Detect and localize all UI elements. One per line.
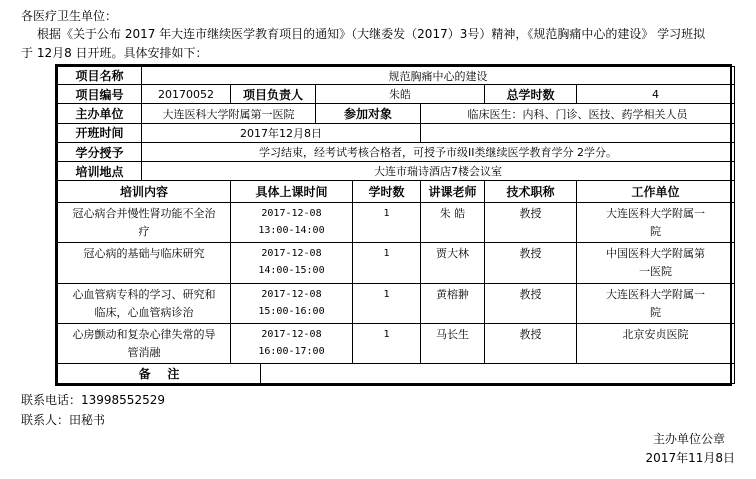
row-project-name	[58, 67, 735, 85]
course-hours: 1	[353, 283, 421, 324]
host-value: 大连医科大学附属第一医院	[142, 104, 316, 123]
project-table	[57, 66, 735, 384]
notice-paragraph-line1: 根据《关于公布 2017 年大连市继续医学教育项目的通知》（大继委发（2017）3号）精神，《规范胸痛中心的建设》 学习班拟	[37, 27, 706, 41]
remarks-row	[58, 363, 735, 383]
table-row	[58, 283, 735, 324]
course-content: 冠心病合并慢性肾功能不全治 疗	[58, 202, 231, 243]
credit-award-value: 学习结束，经考试考核合格者，可授予市级II类继续医学教育学分 2学分。	[142, 142, 735, 161]
course-title: 教授	[485, 202, 577, 243]
remarks-value	[261, 363, 735, 383]
course-teacher: 黄榕翀	[421, 283, 485, 324]
host-label: 主办单位	[58, 104, 142, 123]
leader-label: 项目负责人	[231, 85, 316, 104]
course-title: 教授	[485, 324, 577, 363]
row-credit-award	[58, 142, 735, 161]
course-time: 2017-12-08 16:00-17:00	[231, 324, 353, 363]
credits-value: 4	[577, 85, 735, 104]
header-time: 具体上课时间	[231, 181, 353, 202]
project-name-label: 项目名称	[58, 67, 142, 85]
course-content: 心血管病专科的学习、研究和 临床，心血管病诊治	[58, 283, 231, 324]
course-teacher: 马长生	[421, 324, 485, 363]
location-label: 培训地点	[58, 162, 142, 181]
table-row	[58, 243, 735, 284]
salutation: 各医疗卫生单位：	[21, 9, 118, 23]
course-unit: 大连医科大学附属一 院	[577, 283, 735, 324]
course-hours: 1	[353, 324, 421, 363]
course-time: 2017-12-08 15:00-16:00	[231, 283, 353, 324]
header-content: 培训内容	[58, 181, 231, 202]
location-value: 大连市瑞诗酒店7楼会议室	[142, 162, 735, 181]
notice-paragraph-line2: 于 12月8 日开班。具体安排如下：	[21, 46, 208, 60]
course-title: 教授	[485, 283, 577, 324]
course-time: 2017-12-08 14:00-15:00	[231, 243, 353, 284]
organizer-seal-label: 主办单位公章	[652, 432, 725, 446]
schedule-table-frame	[55, 64, 732, 386]
course-teacher: 贾大林	[421, 243, 485, 284]
table-row	[58, 202, 735, 243]
start-blank	[421, 123, 735, 142]
leader-value: 朱皓	[316, 85, 485, 104]
course-content: 冠心病的基础与临床研究	[58, 243, 231, 284]
row-start	[58, 123, 735, 142]
contact-phone: 联系电话：13998552529	[21, 393, 165, 407]
course-content: 心房颤动和复杂心律失常的导 管消融	[58, 324, 231, 363]
target-value: 临床医生：内科、门诊、医技、药学相关人员	[421, 104, 735, 123]
contact-person: 联系人：田秘书	[21, 413, 106, 427]
course-unit: 北京安贞医院	[577, 324, 735, 363]
course-unit: 中国医科大学附属第 一医院	[577, 243, 735, 284]
credit-award-label: 学分授予	[58, 142, 142, 161]
row-host	[58, 104, 735, 123]
header-title: 技术职称	[485, 181, 577, 202]
letter-date: 2017年11月8日	[645, 451, 735, 465]
row-project-no	[58, 85, 735, 104]
course-hours: 1	[353, 202, 421, 243]
row-location	[58, 162, 735, 181]
project-name-value: 规范胸痛中心的建设	[142, 67, 735, 85]
schedule-header-row	[58, 181, 735, 202]
target-label: 参加对象	[316, 104, 421, 123]
header-hours: 学时数	[353, 181, 421, 202]
remarks-label: 备 注	[58, 363, 261, 383]
course-hours: 1	[353, 243, 421, 284]
header-unit: 工作单位	[577, 181, 735, 202]
course-unit: 大连医科大学附属一 院	[577, 202, 735, 243]
start-value: 2017年12月8日	[142, 123, 421, 142]
course-teacher: 朱 皓	[421, 202, 485, 243]
project-no-value: 20170052	[142, 85, 231, 104]
project-no-label: 项目编号	[58, 85, 142, 104]
table-row	[58, 324, 735, 363]
credits-label: 总学时数	[485, 85, 577, 104]
header-teacher: 讲课老师	[421, 181, 485, 202]
course-time: 2017-12-08 13:00-14:00	[231, 202, 353, 243]
start-label: 开班时间	[58, 123, 142, 142]
course-title: 教授	[485, 243, 577, 284]
